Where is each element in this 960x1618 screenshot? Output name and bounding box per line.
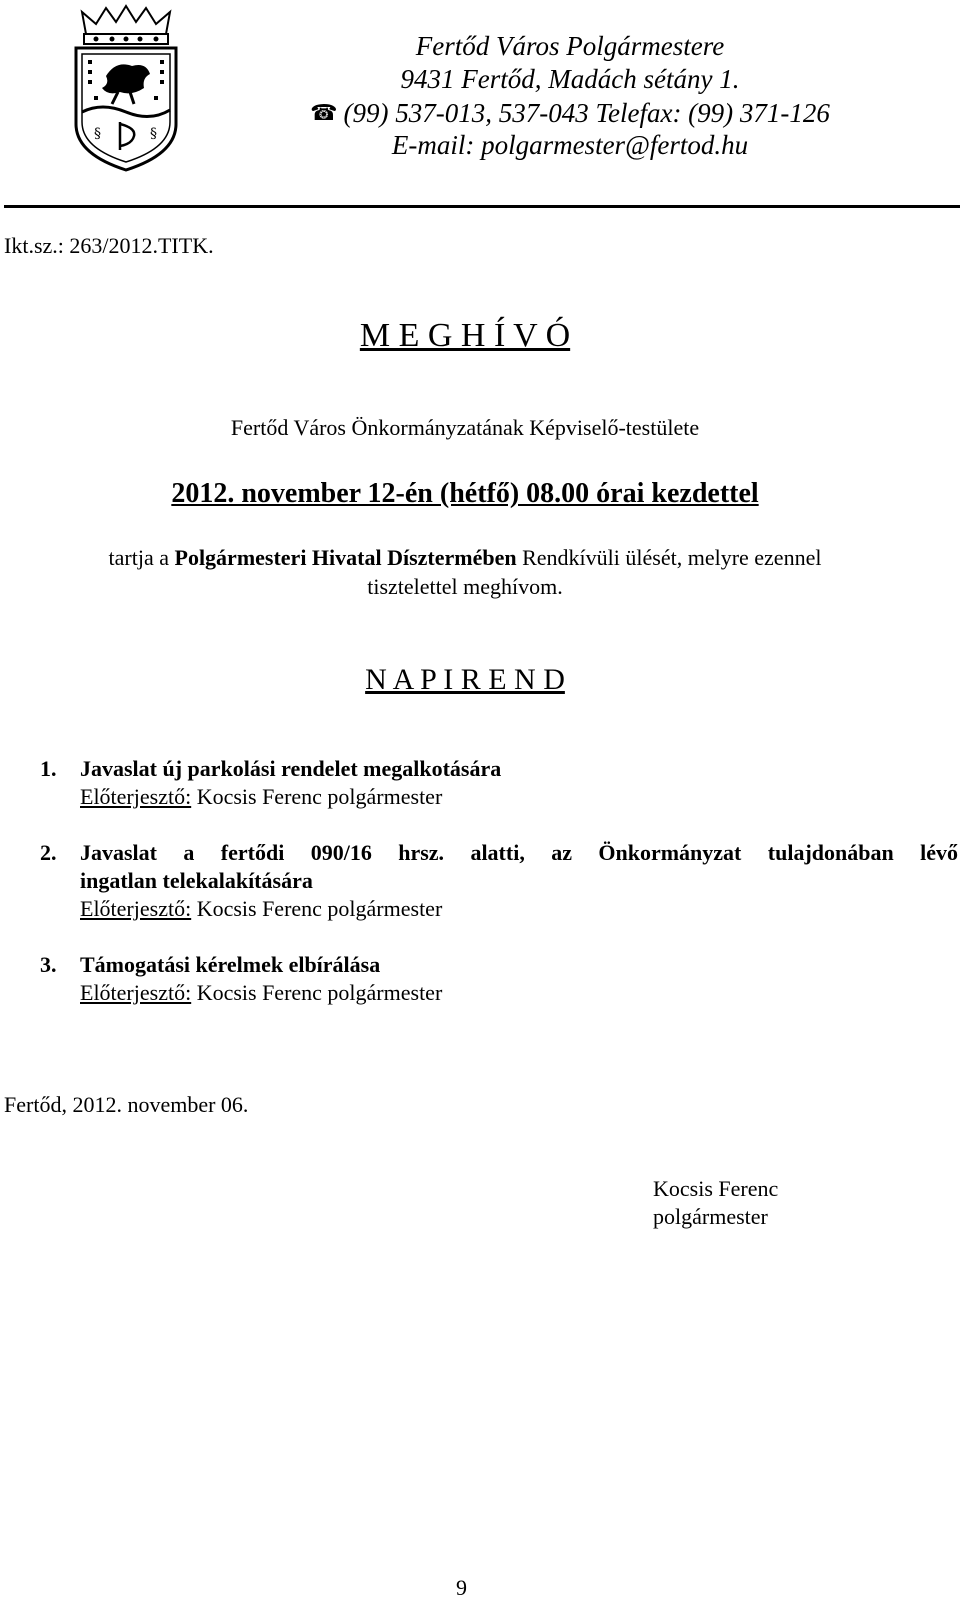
agenda-item-presenter (80, 979, 442, 1007)
reference-number: Ikt.sz.: 263/2012.TITK. (4, 233, 214, 258)
presenter-name: Kocsis Ferenc polgármester (191, 896, 443, 921)
council-name: Fertőd Város Önkormányzatának Képviselő-testülete (230, 415, 700, 440)
presenter-label: Előterjesztő: (80, 896, 192, 921)
page-number: 9 (456, 1575, 467, 1600)
agenda-item-presenter (80, 783, 442, 811)
presenter-name: Kocsis Ferenc polgármester (191, 784, 443, 809)
agenda-title: N A P I R E N D (365, 663, 565, 696)
invitation-text-line2: tisztelettel meghívom. (367, 574, 563, 599)
invitation-text-pre: tartja a (108, 545, 175, 570)
header-address: 9431 Fertőd, Madách sétány 1. (400, 64, 740, 94)
meeting-datetime: 2012. november 12-én (hétfő) 08.00 órai kezdettel (171, 478, 759, 509)
telephone-icon: ☎ (310, 100, 338, 125)
agenda-item-title: Támogatási kérelmek elbírálása (80, 952, 381, 977)
invitation-text-post: Rendkívüli ülését, melyre ezennel (516, 545, 822, 570)
header-divider (4, 205, 960, 208)
agenda-item-title-line1: Javaslat a fertődi 090/16 hrsz. alatti, az Önkormányzat tulajdonában lévő (80, 840, 958, 865)
svg-text:§: § (94, 126, 101, 142)
svg-text:§: § (150, 126, 157, 142)
agenda-item-title-line2: ingatlan telekalakítására (80, 868, 313, 893)
signature-role: polgármester (653, 1204, 768, 1229)
header-email: E-mail: polgarmester@fertod.hu (391, 130, 749, 160)
header-phone-line (280, 96, 860, 130)
agenda-item-number: 2. (40, 840, 57, 865)
header-title: Fertőd Város Polgármestere (415, 31, 725, 61)
header-phone: (99) 537-013, 537-043 Telefax: (99) 371-126 (343, 98, 830, 128)
invitation-text-line1 (0, 544, 930, 572)
agenda-item-title: Javaslat új parkolási rendelet megalkotására (80, 756, 502, 781)
signature-name: Kocsis Ferenc (653, 1176, 779, 1201)
presenter-name: Kocsis Ferenc polgármester (191, 980, 443, 1005)
agenda-item-presenter (80, 895, 442, 923)
presenter-label: Előterjesztő: (80, 980, 192, 1005)
invitation-title: M E G H Í V Ó (359, 317, 571, 354)
place-date: Fertőd, 2012. november 06. (4, 1092, 249, 1117)
agenda-item-number: 3. (40, 952, 57, 977)
presenter-label: Előterjesztő: (80, 784, 192, 809)
agenda-item-number: 1. (40, 756, 57, 781)
meeting-location: Polgármesteri Hivatal Dísztermében (174, 545, 517, 570)
city-crest-logo (72, 4, 180, 172)
